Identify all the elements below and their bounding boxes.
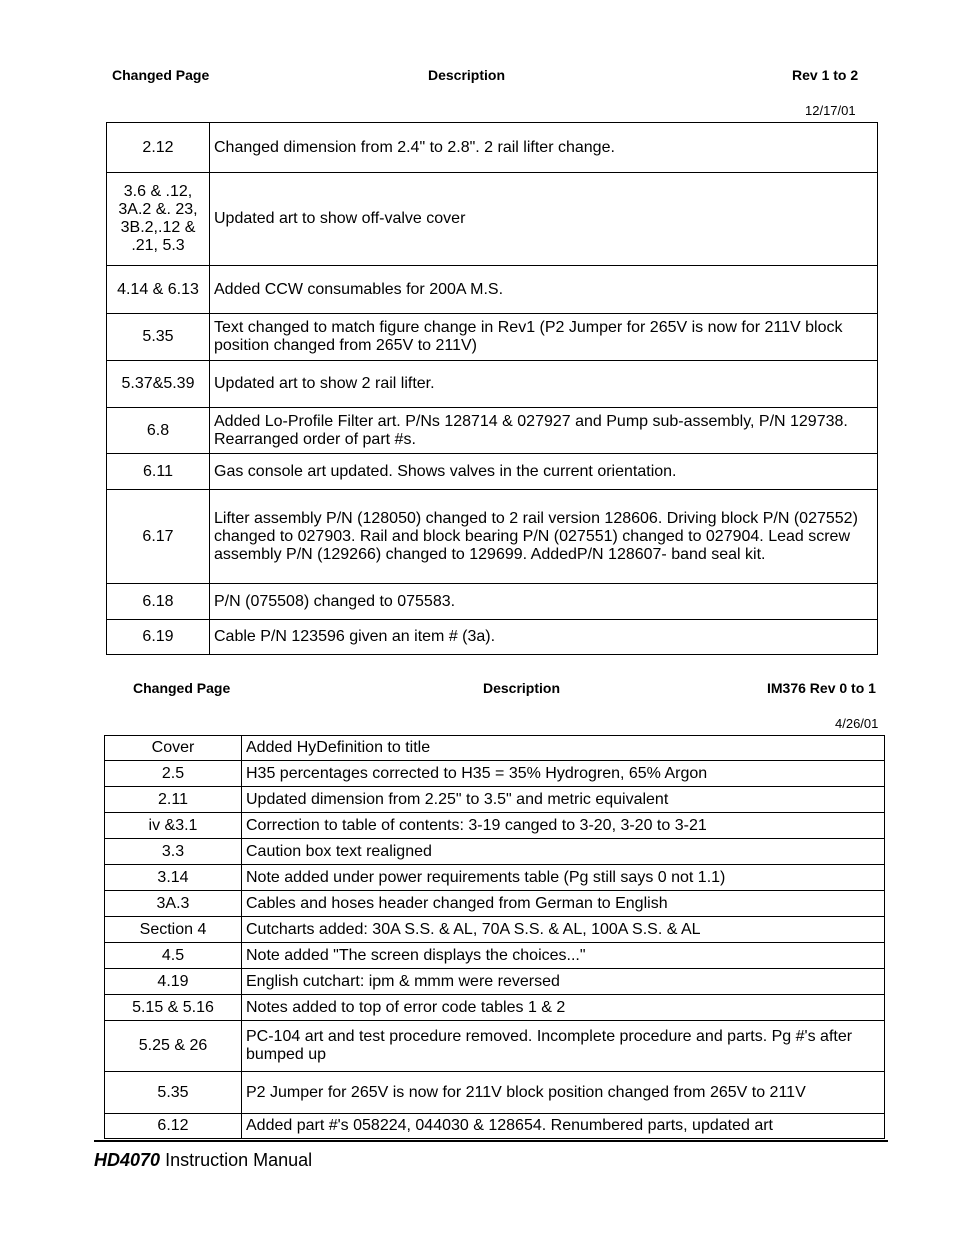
footer-brand: HD4070: [94, 1150, 161, 1170]
changed-page-cell: 5.25 & 26: [105, 1021, 242, 1072]
revision-header: IM376 Rev 0 to 1: [767, 680, 876, 696]
changed-page-cell: 5.37&5.39: [107, 361, 210, 408]
description-cell: Gas console art updated. Shows valves in the current orientation.: [210, 454, 878, 490]
description-cell: Correction to table of contents: 3-19 canged to 3-20, 3-20 to 3-21: [242, 813, 885, 839]
table-row: [105, 995, 885, 1021]
description-cell: PC-104 art and test procedure removed. Incomplete procedure and parts. Pg #'s after bumped up: [242, 1021, 885, 1072]
table-row: [107, 620, 878, 655]
changed-page-cell: 2.5: [105, 761, 242, 787]
revision-header: Rev 1 to 2: [792, 67, 859, 83]
table-row: [105, 943, 885, 969]
changed-page-header: Changed Page: [133, 680, 231, 696]
table-row: [107, 314, 878, 361]
footer: [94, 1150, 312, 1171]
footer-rule: [94, 1140, 888, 1142]
revision-table-1: [106, 122, 878, 655]
description-cell: Cables and hoses header changed from German to English: [242, 891, 885, 917]
description-header: Description: [483, 680, 561, 696]
changed-page-cell: 3.6 & .12, 3A.2 &. 23, 3B.2,.12 & .21, 5.3: [107, 173, 210, 266]
changed-page-cell: 2.12: [107, 123, 210, 173]
description-cell: Caution box text realigned: [242, 839, 885, 865]
table-row: [105, 813, 885, 839]
table-row: [107, 408, 878, 454]
changed-page-cell: 3.3: [105, 839, 242, 865]
table-row: [107, 173, 878, 266]
table-row: [105, 865, 885, 891]
revision-date: 12/17/01: [805, 103, 856, 118]
changed-page-cell: 4.19: [105, 969, 242, 995]
changed-page-cell: 4.5: [105, 943, 242, 969]
description-cell: P/N (075508) changed to 075583.: [210, 584, 878, 620]
description-cell: Cutcharts added: 30A S.S. & AL, 70A S.S. & AL, 100A S.S. & AL: [242, 917, 885, 943]
description-header: Description: [428, 67, 506, 83]
description-cell: Note added "The screen displays the choices...": [242, 943, 885, 969]
footer-title: Instruction Manual: [165, 1150, 313, 1170]
table-row: [107, 454, 878, 490]
description-cell: H35 percentages corrected to H35 = 35% Hydrogren, 65% Argon: [242, 761, 885, 787]
revision-table-2: [104, 735, 885, 1139]
changed-page-cell: 6.17: [107, 490, 210, 584]
changed-page-cell: 3.14: [105, 865, 242, 891]
description-cell: Updated art to show off-valve cover: [210, 173, 878, 266]
changed-page-cell: Section 4: [105, 917, 242, 943]
changed-page-cell: Cover: [105, 736, 242, 761]
table-row: [107, 584, 878, 620]
table-row: [107, 266, 878, 314]
description-cell: Added HyDefinition to title: [242, 736, 885, 761]
table-row: [107, 123, 878, 173]
description-cell: Added part #'s 058224, 044030 & 128654. Renumbered parts, updated art: [242, 1114, 885, 1139]
table-row: [105, 917, 885, 943]
description-cell: Updated dimension from 2.25" to 3.5" and metric equivalent: [242, 787, 885, 813]
changed-page-cell: 6.11: [107, 454, 210, 490]
description-cell: Lifter assembly P/N (128050) changed to 2 rail version 128606. Driving block P/N (027552) changed to 027903. Rail and block bearing P/N (027551) changed to 027904. Lead screw assembly P/N (129266) changed to 129699. AddedP/N 128607- band seal kit.: [210, 490, 878, 584]
description-cell: Cable P/N 123596 given an item # (3a).: [210, 620, 878, 655]
changed-page-cell: 6.12: [105, 1114, 242, 1139]
description-cell: Note added under power requirements table (Pg still says 0 not 1.1): [242, 865, 885, 891]
table-row: [105, 761, 885, 787]
changed-page-cell: 2.11: [105, 787, 242, 813]
table-row: [105, 1114, 885, 1139]
table-row: [105, 787, 885, 813]
changed-page-cell: 3A.3: [105, 891, 242, 917]
changed-page-cell: 5.35: [107, 314, 210, 361]
table-row: [107, 361, 878, 408]
description-cell: Updated art to show 2 rail lifter.: [210, 361, 878, 408]
description-cell: P2 Jumper for 265V is now for 211V block position changed from 265V to 211V: [242, 1072, 885, 1114]
description-cell: Text changed to match figure change in Rev1 (P2 Jumper for 265V is now for 211V block position changed from 265V to 211V): [210, 314, 878, 361]
changed-page-cell: 6.18: [107, 584, 210, 620]
revision-date: 4/26/01: [835, 716, 879, 731]
description-cell: Notes added to top of error code tables 1 & 2: [242, 995, 885, 1021]
table-row: [105, 736, 885, 761]
description-cell: English cutchart: ipm & mmm were reversed: [242, 969, 885, 995]
description-cell: Added Lo-Profile Filter art. P/Ns 128714 & 027927 and Pump sub-assembly, P/N 129738. Rearranged order of part #s.: [210, 408, 878, 454]
description-cell: Added CCW consumables for 200A M.S.: [210, 266, 878, 314]
description-cell: Changed dimension from 2.4" to 2.8". 2 rail lifter change.: [210, 123, 878, 173]
changed-page-cell: 5.35: [105, 1072, 242, 1114]
table-row: [105, 1021, 885, 1072]
changed-page-cell: iv &3.1: [105, 813, 242, 839]
changed-page-cell: 5.15 & 5.16: [105, 995, 242, 1021]
table-row: [105, 1072, 885, 1114]
changed-page-cell: 6.8: [107, 408, 210, 454]
changed-page-cell: 4.14 & 6.13: [107, 266, 210, 314]
table-row: [105, 969, 885, 995]
table-row: [107, 490, 878, 584]
table-row: [105, 891, 885, 917]
changed-page-header: Changed Page: [112, 67, 210, 83]
changed-page-cell: 6.19: [107, 620, 210, 655]
table-row: [105, 839, 885, 865]
